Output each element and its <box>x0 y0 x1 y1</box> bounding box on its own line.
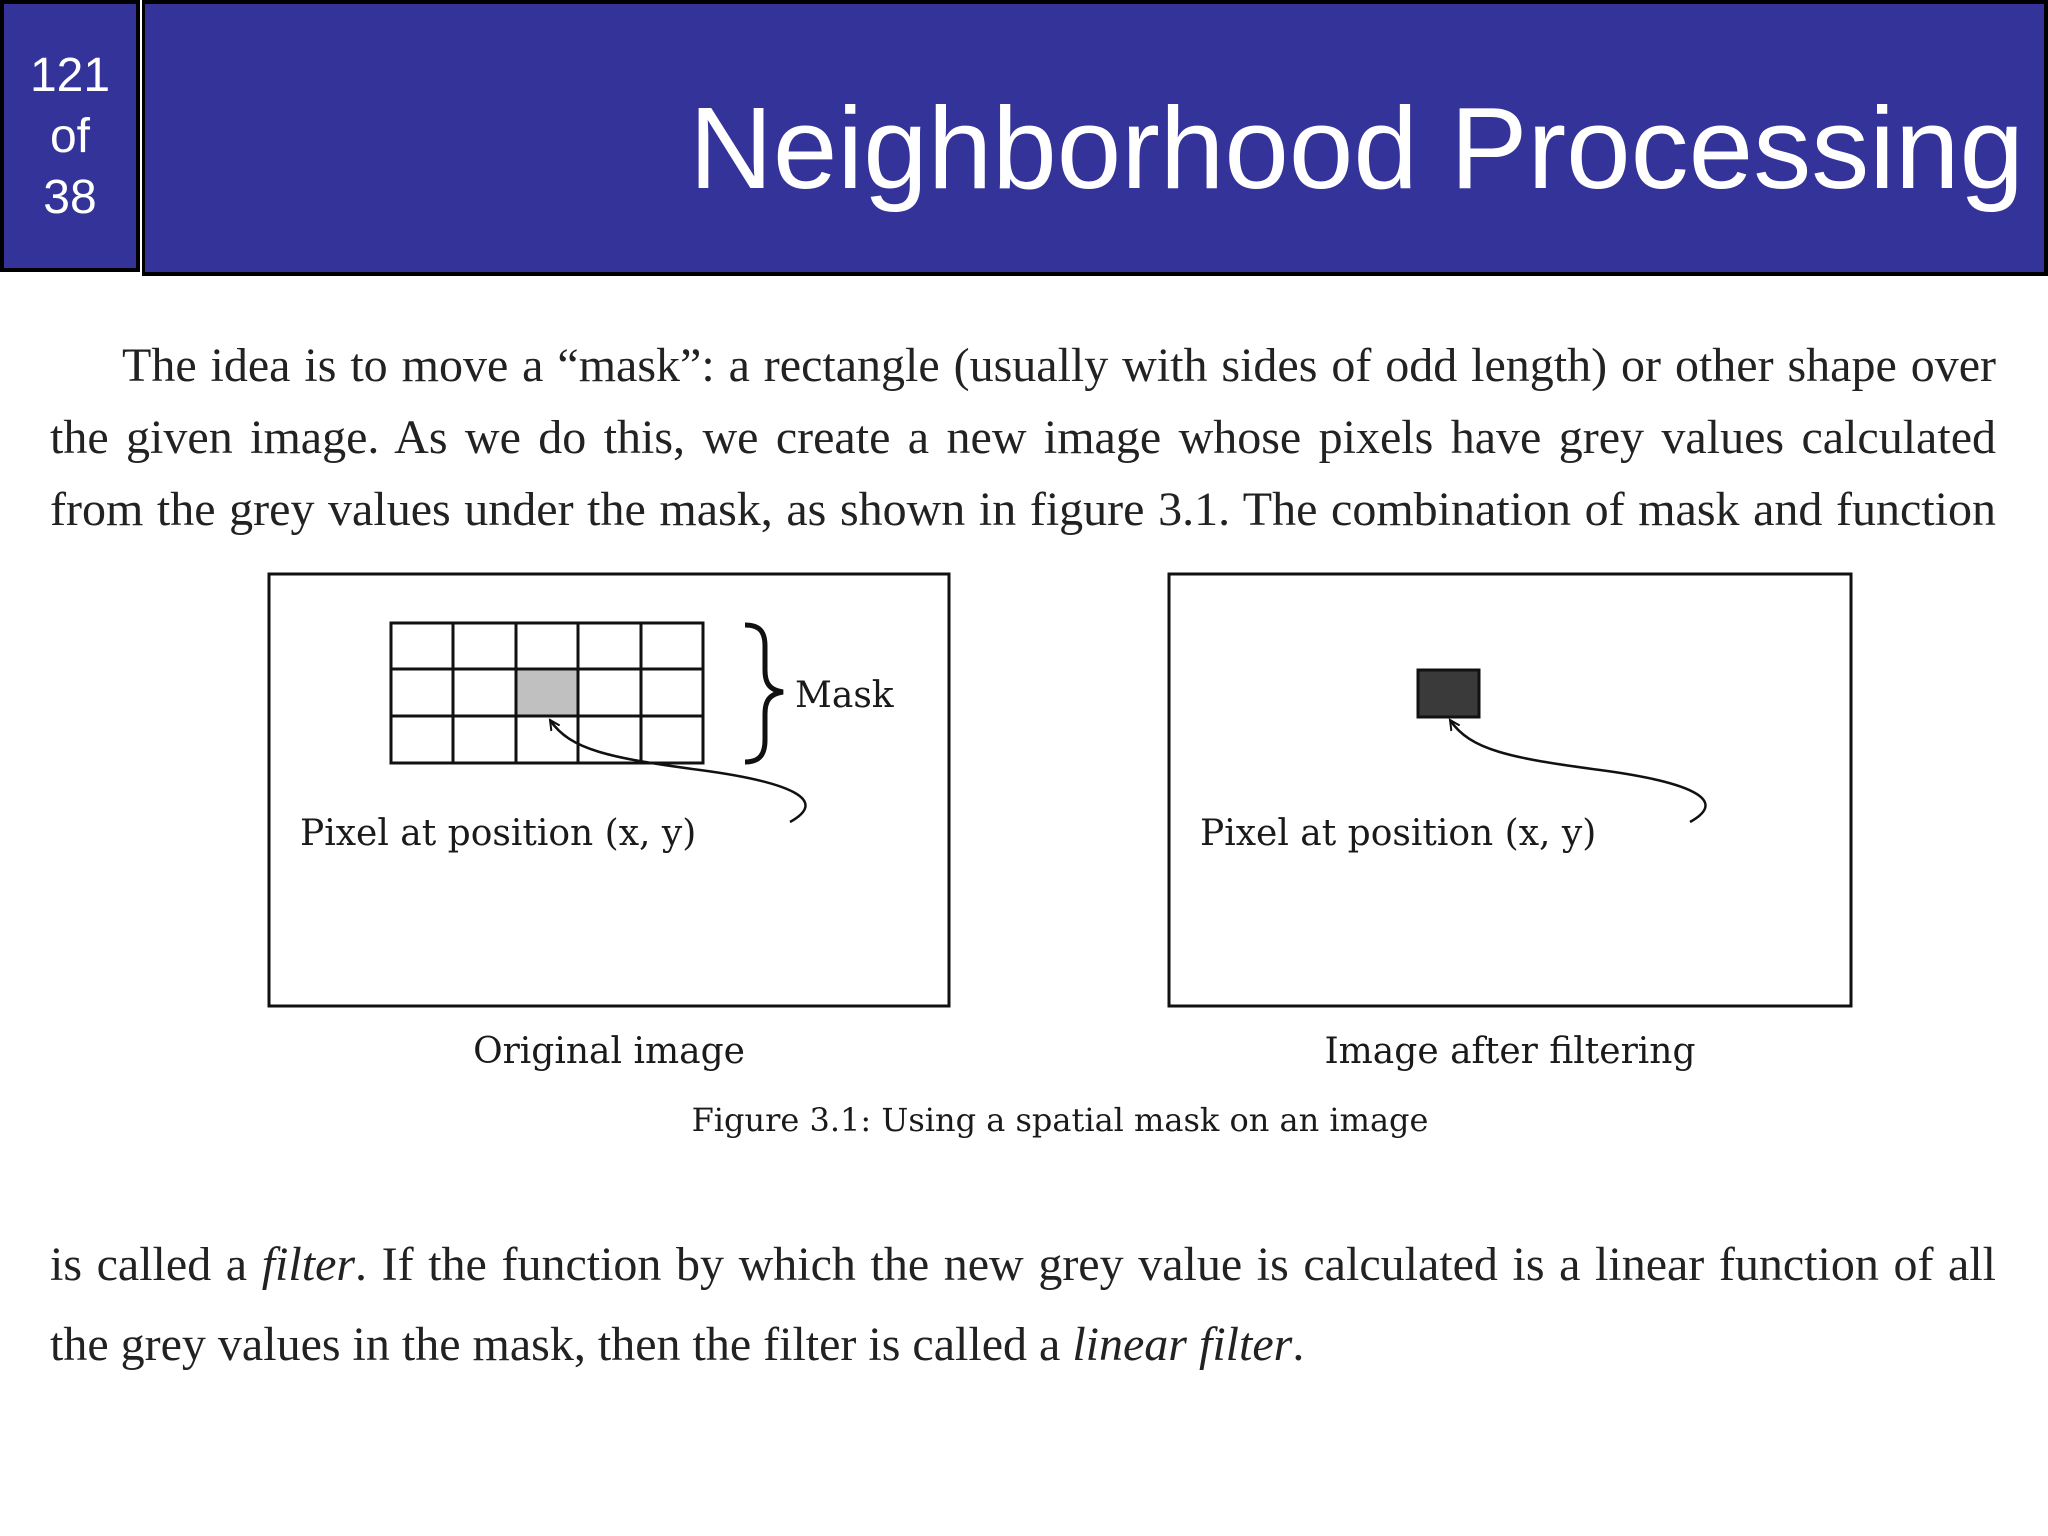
intro-paragraph <box>50 330 1996 546</box>
output-pixel <box>1418 670 1479 717</box>
mask-center-cell <box>517 670 579 716</box>
slide-title: Neighborhood Processing <box>689 83 2024 213</box>
filtered-image-caption: Image after filtering <box>1324 1031 1696 1072</box>
figure-diagram <box>0 560 2048 1160</box>
filter-line-1 <box>50 1225 1996 1305</box>
left-pixel-label: Pixel at position (x, y) <box>300 813 697 854</box>
intro-line-3: from the grey values under the mask, as shown in figure 3.1. The combination of mask and function <box>50 483 1996 536</box>
mask-brace <box>745 625 783 762</box>
mask-grid <box>391 623 703 763</box>
filter-line-2-a: the grey values in the mask, then the filter is called a <box>50 1318 1073 1371</box>
original-image-frame <box>269 574 949 1006</box>
filter-line-2 <box>50 1305 1996 1385</box>
title-bar <box>142 0 2048 276</box>
filter-line-1-a: is called a <box>50 1238 262 1291</box>
original-image-caption: Original image <box>473 1031 745 1072</box>
intro-line-2: the given image. As we do this, we create a new image whose pixels have grey values calculated <box>50 411 1996 464</box>
filter-line-2-b: . <box>1292 1318 1305 1371</box>
filtered-image-frame <box>1169 574 1851 1006</box>
figure-3-1 <box>0 560 2048 1160</box>
right-pixel-label: Pixel at position (x, y) <box>1200 813 1597 854</box>
intro-line-1: The idea is to move a “mask”: a rectangle (usually with sides of odd length) or other shape over <box>122 339 1996 392</box>
page-total: 38 <box>43 170 97 224</box>
page-current: 121 <box>29 48 111 102</box>
filter-line-1-b: . If the function by which the new grey value is calculated is a linear function of all <box>355 1238 1997 1291</box>
right-pixel-arrow <box>1450 720 1706 822</box>
filter-term: filter <box>261 1238 356 1291</box>
page-counter <box>0 0 140 272</box>
filter-paragraph <box>50 1225 1996 1385</box>
mask-label: Mask <box>795 675 894 716</box>
page-of: of <box>49 109 91 163</box>
linear-filter-term: linear filter <box>1072 1318 1293 1371</box>
figure-caption: Figure 3.1: Using a spatial mask on an image <box>691 1101 1429 1139</box>
